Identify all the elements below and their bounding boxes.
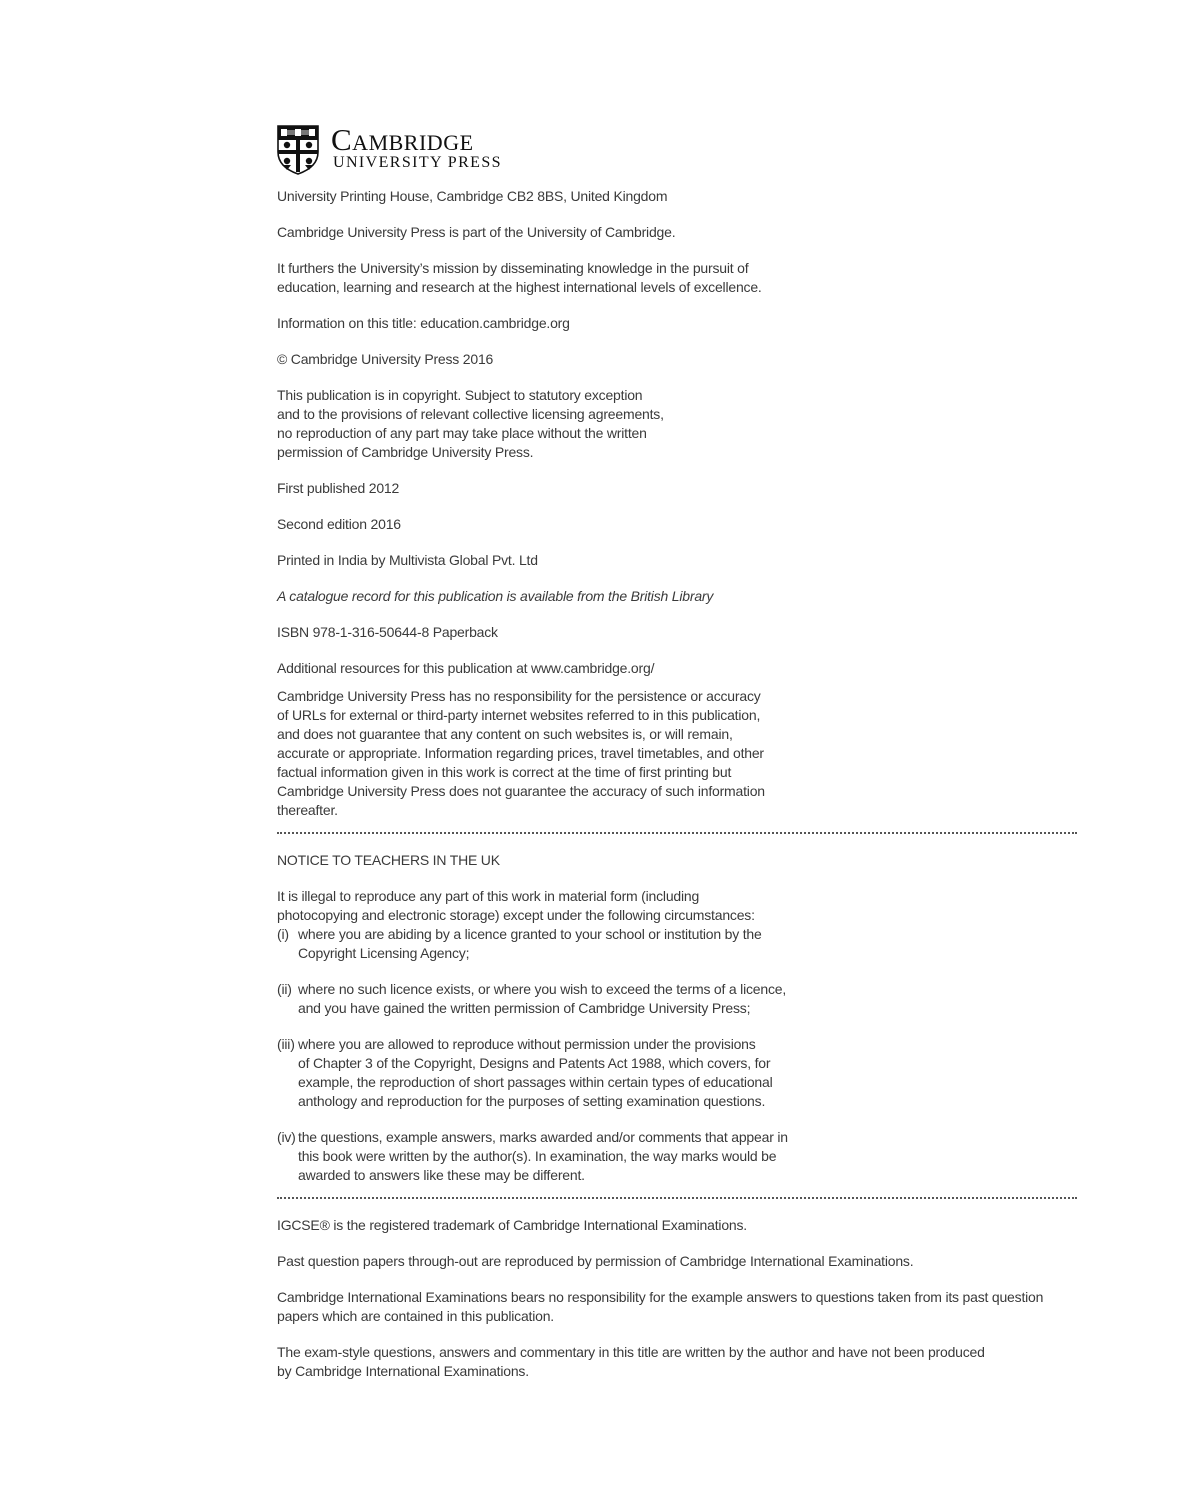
- text-line: where no such licence exists, or where you wish to exceed the terms of a licence,: [298, 981, 787, 997]
- part-of-university: Cambridge University Press is part of the University of Cambridge.: [277, 224, 676, 240]
- list-item: [277, 1035, 1077, 1111]
- text-line: of Chapter 3 of the Copyright, Designs and Patents Act 1988, which covers, for: [298, 1055, 771, 1071]
- additional-resources: Additional resources for this publication at www.cambridge.org/: [277, 660, 655, 676]
- trademark-notice: IGCSE® is the registered trademark of Cambridge International Examinations.: [277, 1217, 747, 1233]
- text-line: anthology and reproduction for the purposes of setting examination questions.: [298, 1093, 766, 1109]
- text-line: this book were written by the author(s). In examination, the way marks would be: [298, 1148, 777, 1164]
- publisher-logo: [277, 122, 1077, 175]
- list-item: [277, 980, 1077, 1018]
- cambridge-shield-icon: [277, 125, 319, 175]
- catalogue-record: A catalogue record for this publication is available from the British Library: [277, 588, 714, 604]
- text-line: and does not guarantee that any content on such websites is, or will remain,: [277, 726, 733, 742]
- past-papers-notice: Past question papers through-out are reproduced by permission of Cambridge International Examinations.: [277, 1253, 914, 1269]
- printer-info: Printed in India by Multivista Global Pvt. Ltd: [277, 552, 538, 568]
- text-line: This publication is in copyright. Subject to statutory exception: [277, 387, 643, 403]
- text-line: photocopying and electronic storage) except under the following circumstances:: [277, 907, 755, 923]
- text-line: Cambridge International Examinations bears no responsibility for the example answers to questions taken from its past question: [277, 1289, 1044, 1305]
- list-item: [277, 1128, 1077, 1185]
- copyright-notice: © Cambridge University Press 2016: [277, 351, 494, 367]
- text-line: where you are allowed to reproduce without permission under the provisions: [298, 1036, 756, 1052]
- wordmark-university-press: UNIVERSITY PRESS: [333, 154, 502, 171]
- first-published: First published 2012: [277, 480, 400, 496]
- text-line: of URLs for external or third-party internet websites referred to in this publication,: [277, 707, 761, 723]
- text-line: thereafter.: [277, 802, 338, 818]
- text-line: and to the provisions of relevant collective licensing agreements,: [277, 406, 664, 422]
- notice-to-teachers: [277, 851, 1077, 1185]
- list-item-number: (iv): [277, 1129, 296, 1145]
- text-line: Cambridge University Press has no responsibility for the persistence or accuracy: [277, 688, 761, 704]
- list-item: [277, 925, 1077, 963]
- text-line: education, learning and research at the highest international levels of excellence.: [277, 279, 762, 295]
- text-line: by Cambridge International Examinations.: [277, 1363, 529, 1379]
- notice-heading: NOTICE TO TEACHERS IN THE UK: [277, 852, 500, 868]
- text-line: example, the reproduction of short passages within certain types of educational: [298, 1074, 773, 1090]
- text-line: where you are abiding by a licence granted to your school or institution by the: [298, 926, 762, 942]
- text-line: accurate or appropriate. Information regarding prices, travel timetables, and other: [277, 745, 764, 761]
- text-line: and you have gained the written permission of Cambridge University Press;: [298, 1000, 751, 1016]
- dotted-divider: [277, 832, 1077, 834]
- list-item-number: (i): [277, 926, 289, 942]
- text-line: Cambridge University Press does not guarantee the accuracy of such information: [277, 783, 765, 799]
- dotted-divider: [277, 1197, 1077, 1199]
- responsibility-paragraph: [277, 687, 1077, 820]
- list-item-number: (ii): [277, 981, 292, 997]
- title-info: Information on this title: education.cambridge.org: [277, 315, 570, 331]
- text-line: the questions, example answers, marks awarded and/or comments that appear in: [298, 1129, 788, 1145]
- exam-style-paragraph: [277, 1343, 1077, 1381]
- text-line: Copyright Licensing Agency;: [298, 945, 470, 961]
- text-line: awarded to answers like these may be different.: [298, 1167, 585, 1183]
- text-line: factual information given in this work is correct at the time of first printing but: [277, 764, 732, 780]
- second-edition: Second edition 2016: [277, 516, 401, 532]
- text-line: papers which are contained in this publication.: [277, 1308, 554, 1324]
- text-line: The exam-style questions, answers and commentary in this title are written by the author and have not been produced: [277, 1344, 985, 1360]
- list-item-number: (iii): [277, 1036, 295, 1052]
- text-line: It furthers the University’s mission by disseminating knowledge in the pursuit of: [277, 260, 749, 276]
- mission-paragraph: [277, 259, 1077, 297]
- text-line: It is illegal to reproduce any part of this work in material form (including: [277, 888, 700, 904]
- address-line: University Printing House, Cambridge CB2 8BS, United Kingdom: [277, 188, 668, 204]
- publication-copyright-paragraph: [277, 386, 1077, 462]
- copyright-page: [277, 122, 1077, 1381]
- text-line: permission of Cambridge University Press.: [277, 444, 534, 460]
- isbn: ISBN 978-1-316-50644-8 Paperback: [277, 624, 498, 640]
- cie-responsibility-paragraph: [277, 1288, 1077, 1326]
- wordmark-cambridge: Cambridge: [331, 122, 474, 157]
- text-line: no reproduction of any part may take place without the written: [277, 425, 647, 441]
- publisher-wordmark: [331, 122, 502, 171]
